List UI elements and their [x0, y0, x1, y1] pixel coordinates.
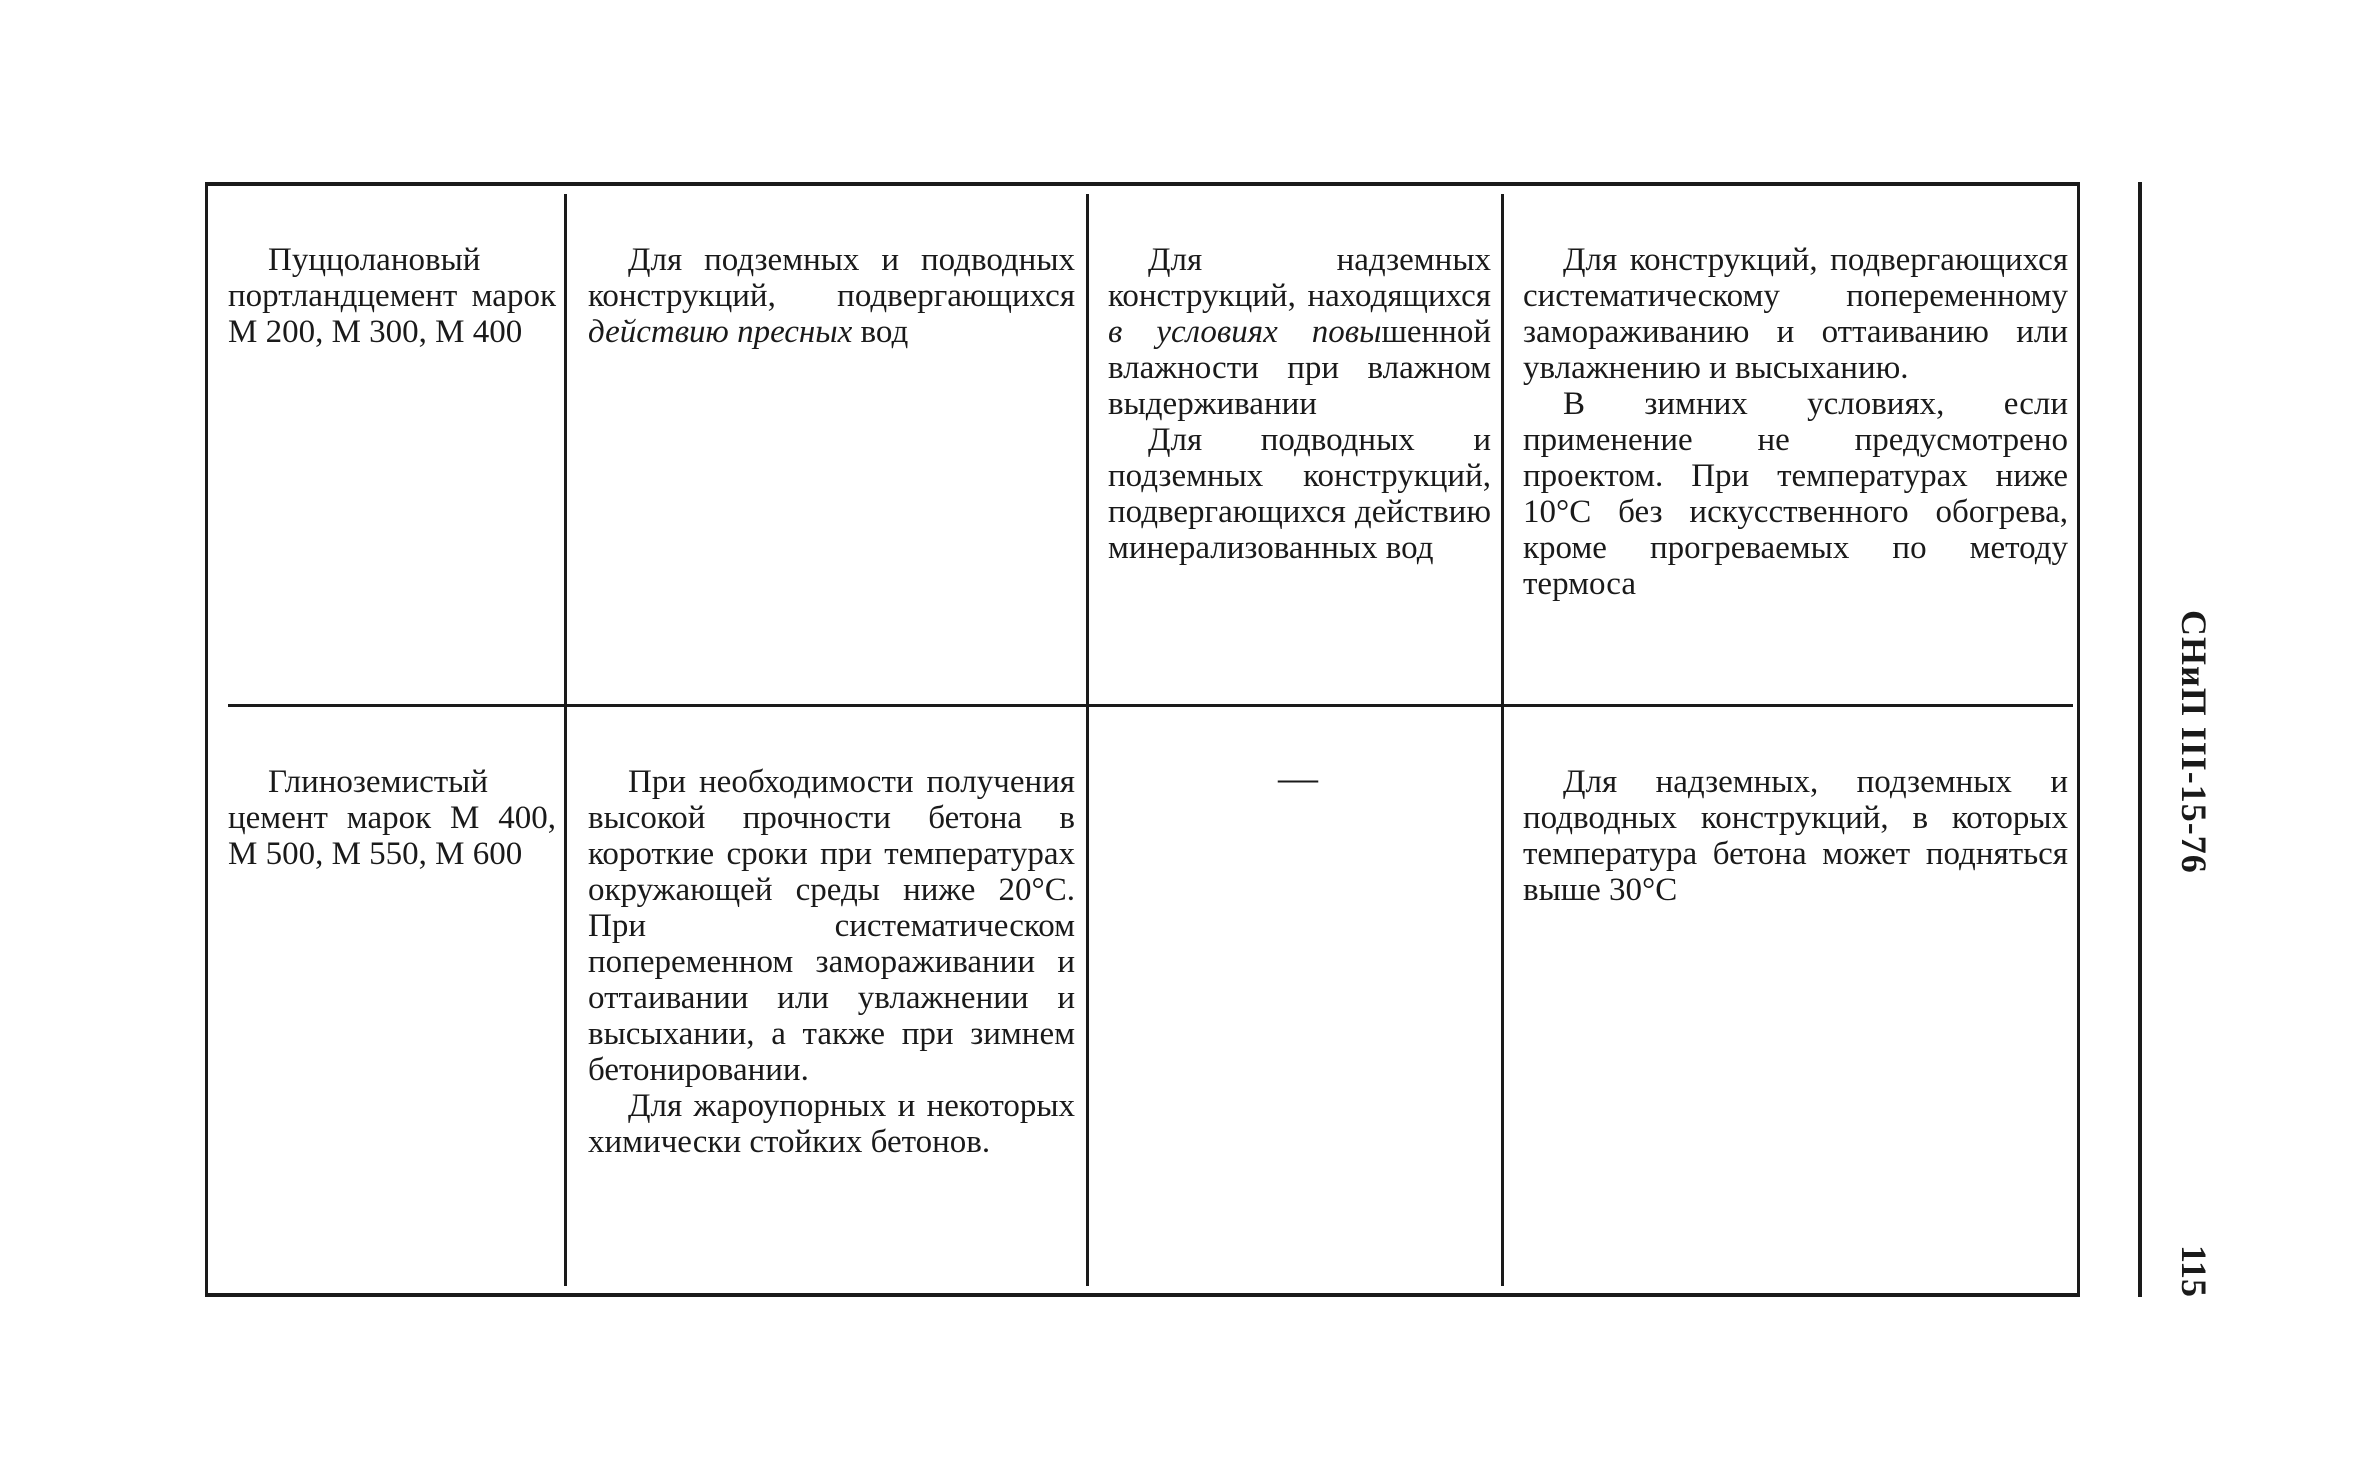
column-divider-1 [564, 194, 567, 1286]
row1-col2-italic: действию пресных [588, 314, 853, 350]
row1-col3-cell [1108, 242, 1491, 566]
row-divider [228, 704, 2073, 707]
column-divider-2 [1086, 194, 1089, 1286]
row1-col2-plain-after: вод [852, 314, 909, 350]
row2-col2-paragraph-2: Для жароупорных и некоторых химически стойких бетонов. [588, 1088, 1075, 1160]
row1-col4-cell [1523, 242, 2068, 602]
row2-col2-cell [588, 764, 1075, 1160]
row2-cement-text: Глиноземистый цемент марок М 400, М 500, М 550, М 600 [228, 764, 556, 872]
row1-col3-p1-before: Для надземных конструкций, находящихся [1108, 242, 1491, 314]
margin-rule [2138, 182, 2142, 1297]
row1-col3-paragraph-1 [1108, 242, 1491, 422]
row1-col2-text [588, 242, 1075, 350]
cement-usage-table [205, 182, 2080, 1297]
running-header-code [2175, 610, 2215, 910]
row1-col3-paragraph-2: Для подводных и подземных конструкций, подвергающихся действию минерализованных вод [1108, 422, 1491, 566]
row1-col4-paragraph-1: Для конструкций, подвергающихся систематическому попеременному замораживанию и оттаиванию или увлажнению и высыханию. [1523, 242, 2068, 386]
row1-cement-text: Пуццолановый портландцемент марок М 200, М 300, М 400 [228, 242, 556, 350]
row1-col4-paragraph-2: В зимних условиях, если применение не предусмотрено проектом. При температурах ниже 10°С без искусственного обогрева, кроме прогреваемых по методу термоса [1523, 386, 2068, 602]
row2-col2-paragraph-1: При необходимости получения высокой прочности бетона в короткие сроки при температурах окружающей среды ниже 20°С. При систематическом попеременном замораживании и оттаивании или увлажнении и высыхании, а также при зимнем бетонировании. [588, 764, 1075, 1088]
row1-col3-p1-italic: в условиях повы [1108, 314, 1382, 350]
row1-cement-type [228, 242, 556, 350]
standard-code-label: СНиП III-15-76 [2174, 610, 2214, 874]
row2-col3-dash: — [1278, 755, 1318, 800]
page-number-label: 115 [2174, 1245, 2214, 1298]
row1-col3-p1-after: шенной влажности при влажном выдерживании [1108, 314, 1491, 422]
row1-col2-cell [588, 242, 1075, 350]
row2-cement-type [228, 764, 556, 872]
row2-col4-cell [1523, 764, 2068, 908]
page-number [2175, 1245, 2215, 1305]
row2-col4-text: Для надземных, подземных и подводных конструкций, в которых температура бетона может подняться выше 30°С [1523, 764, 2068, 908]
column-divider-3 [1501, 194, 1504, 1286]
row1-col2-plain-before: Для подземных и подводных конструкций, подвергающихся [588, 242, 1075, 314]
